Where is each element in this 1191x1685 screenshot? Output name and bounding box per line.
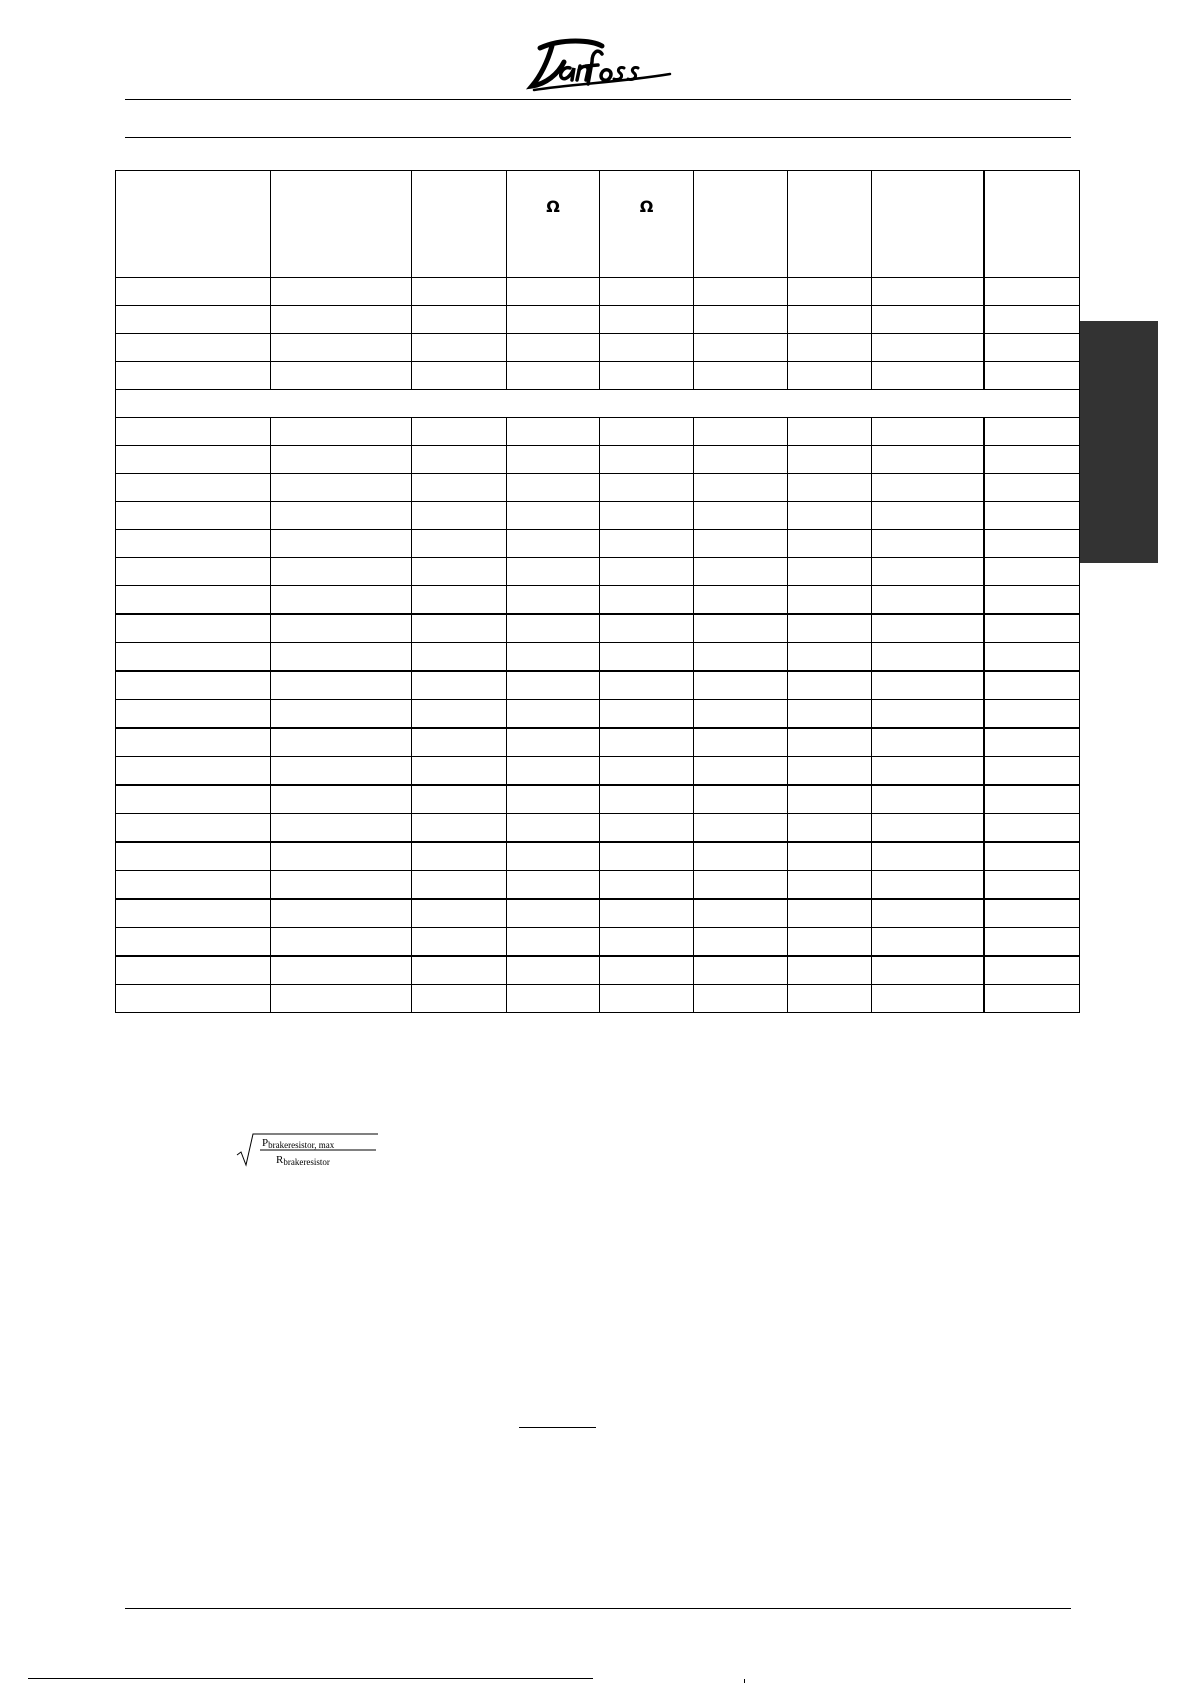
table-header-row (116, 171, 1080, 278)
table-row (116, 418, 1080, 446)
table-cell (600, 956, 694, 985)
table-cell (872, 474, 984, 502)
table-cell (507, 814, 600, 843)
table-cell (984, 956, 1080, 985)
header-cell (694, 171, 788, 278)
table-row (116, 785, 1080, 814)
table-cell (271, 502, 412, 530)
table-cell (507, 446, 600, 474)
table-cell (600, 899, 694, 928)
table-cell (788, 700, 872, 729)
table-cell (116, 558, 271, 586)
table-cell (116, 474, 271, 502)
table-cell (694, 334, 788, 362)
table-cell (872, 700, 984, 729)
table-cell (507, 334, 600, 362)
table-cell (412, 985, 507, 1013)
table-cell (694, 785, 788, 814)
table-cell (788, 586, 872, 615)
table-cell (694, 814, 788, 843)
table-cell (600, 474, 694, 502)
table-cell (788, 928, 872, 957)
table-cell (116, 418, 271, 446)
table-cell (116, 899, 271, 928)
table-cell (271, 418, 412, 446)
table-cell (788, 278, 872, 306)
table-group-cell (116, 390, 1080, 418)
table-cell (694, 956, 788, 985)
table-cell (507, 871, 600, 900)
table-cell (271, 558, 412, 586)
table-cell (507, 474, 600, 502)
table-cell (412, 728, 507, 757)
table-cell (507, 757, 600, 786)
table-cell (600, 530, 694, 558)
formula (236, 1131, 378, 1169)
table-cell (412, 418, 507, 446)
table-cell (984, 614, 1080, 643)
table-cell (788, 558, 872, 586)
table-row (116, 985, 1080, 1013)
table-group-row (116, 390, 1080, 418)
table-cell (412, 446, 507, 474)
table-cell (412, 306, 507, 334)
table-cell (600, 728, 694, 757)
table-row (116, 871, 1080, 900)
table-cell (600, 614, 694, 643)
table-cell (271, 814, 412, 843)
table-cell (271, 446, 412, 474)
table-cell (116, 671, 271, 700)
table-cell (271, 785, 412, 814)
table-cell (872, 842, 984, 871)
table-cell (271, 842, 412, 871)
table-cell (412, 586, 507, 615)
table-cell (984, 985, 1080, 1013)
table-cell (984, 502, 1080, 530)
table-cell (271, 306, 412, 334)
table-cell (271, 530, 412, 558)
table-cell (412, 502, 507, 530)
table-cell (600, 814, 694, 843)
table-cell (872, 418, 984, 446)
table-cell (116, 586, 271, 615)
table-cell (507, 306, 600, 334)
table-cell (694, 306, 788, 334)
table-cell (600, 306, 694, 334)
table-cell (116, 306, 271, 334)
table-cell (600, 278, 694, 306)
table-cell (600, 502, 694, 530)
table-cell (694, 362, 788, 390)
table-cell (116, 643, 271, 672)
table-cell (507, 899, 600, 928)
table-row (116, 558, 1080, 586)
header-cell (872, 171, 984, 278)
table-cell (694, 502, 788, 530)
table-cell (984, 306, 1080, 334)
table-cell (116, 446, 271, 474)
table-cell (872, 671, 984, 700)
table-row (116, 700, 1080, 729)
table-cell (694, 558, 788, 586)
header-rule-top (125, 99, 1071, 100)
table-cell (600, 700, 694, 729)
table-cell (788, 362, 872, 390)
header-cell (271, 171, 412, 278)
table-cell (600, 362, 694, 390)
table-cell (507, 842, 600, 871)
table-cell (600, 643, 694, 672)
table-cell (116, 614, 271, 643)
table-cell (600, 757, 694, 786)
table-cell (116, 785, 271, 814)
table-cell (507, 558, 600, 586)
table-row (116, 671, 1080, 700)
table-row (116, 728, 1080, 757)
table-cell (116, 362, 271, 390)
table-cell (412, 842, 507, 871)
table-cell (271, 334, 412, 362)
table-cell (116, 928, 271, 957)
table-cell (507, 985, 600, 1013)
table-cell (600, 785, 694, 814)
table-cell (872, 614, 984, 643)
table-cell (984, 278, 1080, 306)
table-cell (984, 586, 1080, 615)
table-cell (788, 899, 872, 928)
table-cell (412, 871, 507, 900)
table-cell (271, 278, 412, 306)
table-cell (600, 842, 694, 871)
table-cell (788, 446, 872, 474)
table-cell (788, 871, 872, 900)
table-cell (984, 643, 1080, 672)
table-cell (788, 334, 872, 362)
table-cell (600, 334, 694, 362)
table-cell (694, 278, 788, 306)
table-cell (412, 334, 507, 362)
table-cell (412, 362, 507, 390)
table-cell (271, 728, 412, 757)
table-row (116, 586, 1080, 615)
table-cell (788, 614, 872, 643)
table-cell (694, 586, 788, 615)
table-cell (412, 530, 507, 558)
table-row (116, 306, 1080, 334)
table-cell (788, 643, 872, 672)
table-cell (694, 446, 788, 474)
table-cell (984, 418, 1080, 446)
table-cell (788, 985, 872, 1013)
table-cell (984, 671, 1080, 700)
table-cell (600, 985, 694, 1013)
table-cell (984, 334, 1080, 362)
table-cell (872, 278, 984, 306)
table-cell (412, 643, 507, 672)
table-cell (507, 362, 600, 390)
table-cell (271, 871, 412, 900)
section-tab (1080, 321, 1158, 563)
table-row (116, 502, 1080, 530)
footer-tick (744, 1679, 745, 1683)
table-row (116, 334, 1080, 362)
table-cell (872, 899, 984, 928)
table-cell (271, 899, 412, 928)
table-row (116, 814, 1080, 843)
table-row (116, 474, 1080, 502)
table-cell (694, 757, 788, 786)
table-cell (984, 700, 1080, 729)
table-cell (984, 899, 1080, 928)
table-cell (412, 474, 507, 502)
table-cell (116, 985, 271, 1013)
table-cell (412, 278, 507, 306)
table-cell (507, 502, 600, 530)
table-cell (412, 671, 507, 700)
table-cell (507, 928, 600, 957)
table-cell (872, 362, 984, 390)
table-cell (271, 956, 412, 985)
table-cell (271, 474, 412, 502)
table-cell (600, 446, 694, 474)
table-cell (788, 306, 872, 334)
table-cell (984, 928, 1080, 957)
header-cell (984, 171, 1080, 278)
table-row (116, 530, 1080, 558)
table-cell (872, 334, 984, 362)
table-cell (271, 671, 412, 700)
table-cell (788, 814, 872, 843)
table-cell (872, 446, 984, 474)
table-cell (984, 842, 1080, 871)
table-cell (116, 956, 271, 985)
header-cell (788, 171, 872, 278)
table-cell (507, 643, 600, 672)
table-cell (872, 728, 984, 757)
table-cell (872, 558, 984, 586)
table-cell (412, 700, 507, 729)
table-cell (788, 728, 872, 757)
table-cell (116, 871, 271, 900)
table-cell (116, 530, 271, 558)
table-cell (271, 700, 412, 729)
table-cell (507, 728, 600, 757)
table-cell (412, 757, 507, 786)
table-cell (872, 306, 984, 334)
header-cell (412, 171, 507, 278)
table-cell (507, 785, 600, 814)
table-cell (788, 418, 872, 446)
table-cell (600, 558, 694, 586)
table-cell (984, 871, 1080, 900)
table-row (116, 446, 1080, 474)
table-cell (872, 530, 984, 558)
table-cell (694, 530, 788, 558)
table-cell (507, 586, 600, 615)
table-cell (116, 757, 271, 786)
table-cell (788, 474, 872, 502)
data-table (115, 170, 1080, 1013)
table-cell (872, 586, 984, 615)
table-cell (507, 418, 600, 446)
table-cell (694, 871, 788, 900)
table-row (116, 614, 1080, 643)
table-row (116, 643, 1080, 672)
footer-crop-line (28, 1678, 593, 1679)
table-cell (271, 614, 412, 643)
formula-numerator: Pbrakeresistor, max (262, 1137, 335, 1150)
table-cell (694, 842, 788, 871)
danfoss-logo (522, 34, 674, 92)
table-cell (984, 558, 1080, 586)
table-cell (412, 899, 507, 928)
table-cell (984, 446, 1080, 474)
table-cell (694, 643, 788, 672)
table-row (116, 842, 1080, 871)
table-cell (600, 871, 694, 900)
table-cell (412, 614, 507, 643)
table-cell (116, 334, 271, 362)
formula-denominator: Rbrakeresistor (276, 1154, 330, 1167)
table-cell (271, 985, 412, 1013)
table-cell (507, 956, 600, 985)
table-row (116, 362, 1080, 390)
table-cell (872, 785, 984, 814)
table-cell (984, 728, 1080, 757)
table-cell (788, 530, 872, 558)
table-cell (412, 814, 507, 843)
table-cell (507, 614, 600, 643)
table-row (116, 757, 1080, 786)
table-cell (788, 842, 872, 871)
table-cell (984, 757, 1080, 786)
table-cell (271, 362, 412, 390)
table-cell (116, 700, 271, 729)
table-cell (694, 899, 788, 928)
table-cell (507, 700, 600, 729)
table-cell (788, 502, 872, 530)
table-cell (271, 643, 412, 672)
table-cell (271, 928, 412, 957)
table-cell (694, 928, 788, 957)
table-cell (872, 871, 984, 900)
table-cell (412, 785, 507, 814)
table-cell (694, 728, 788, 757)
table-cell (872, 643, 984, 672)
table-cell (694, 985, 788, 1013)
table-cell (507, 671, 600, 700)
table-cell (872, 502, 984, 530)
table-cell (872, 814, 984, 843)
table-cell (788, 956, 872, 985)
header-cell (116, 171, 271, 278)
table-cell (872, 956, 984, 985)
table-cell (788, 671, 872, 700)
table-cell (271, 586, 412, 615)
table-cell (984, 362, 1080, 390)
table-cell (788, 785, 872, 814)
table-cell (788, 757, 872, 786)
table-cell (507, 278, 600, 306)
table-cell (600, 418, 694, 446)
table-cell (694, 418, 788, 446)
footer-rule (125, 1608, 1071, 1609)
table-cell (600, 928, 694, 957)
table-cell (694, 614, 788, 643)
header-cell-ohm: Ω (600, 171, 694, 278)
header-cell-ohm: Ω (507, 171, 600, 278)
table-cell (116, 278, 271, 306)
header-rule-bottom (125, 137, 1071, 138)
table-cell (116, 814, 271, 843)
table-cell (600, 586, 694, 615)
table-cell (412, 558, 507, 586)
table-cell (600, 671, 694, 700)
table-cell (872, 928, 984, 957)
table-cell (116, 502, 271, 530)
table-cell (872, 985, 984, 1013)
underline-mark (519, 1427, 596, 1428)
table-cell (694, 474, 788, 502)
table-cell (116, 728, 271, 757)
table-cell (507, 530, 600, 558)
table-cell (984, 814, 1080, 843)
table-row (116, 899, 1080, 928)
table-cell (694, 671, 788, 700)
table-row (116, 928, 1080, 957)
table-cell (984, 474, 1080, 502)
table-row (116, 956, 1080, 985)
table-cell (116, 842, 271, 871)
table-cell (694, 700, 788, 729)
table-row (116, 278, 1080, 306)
table-cell (872, 757, 984, 786)
table-cell (412, 928, 507, 957)
table-cell (984, 785, 1080, 814)
table-cell (984, 530, 1080, 558)
table-cell (412, 956, 507, 985)
table-cell (271, 757, 412, 786)
